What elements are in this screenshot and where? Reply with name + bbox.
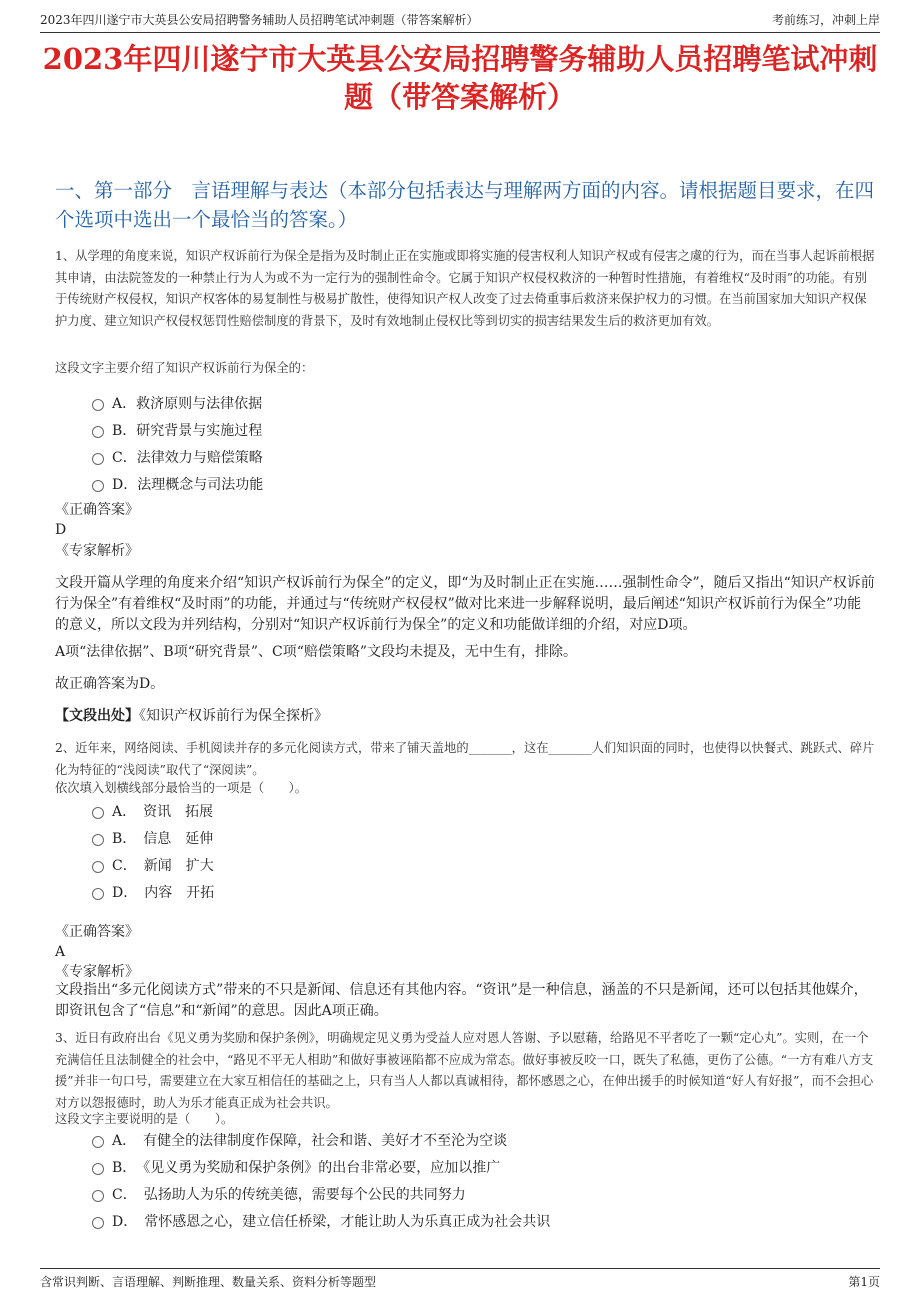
question-2-options (92, 797, 214, 905)
section-heading: 一、第一部分 言语理解与表达（本部分包括表达与理解两方面的内容。请根据题目要求，在四个选项中选出一个最恰当的答案。） (55, 179, 875, 231)
option-d[interactable] (92, 1207, 550, 1234)
page-header (40, 11, 880, 33)
analysis-paragraph-2: A项“法律依据”、B项“研究背景”、C项“赔偿策略”文段均未提及，无中生有，排除。 (55, 644, 578, 660)
option-d[interactable] (92, 470, 263, 497)
option-label: C． 弘扬助人为乐的传统美德，需要每个公民的共同努力 (112, 1186, 466, 1203)
radio-icon[interactable] (92, 807, 104, 819)
analysis-paragraph-3: 故正确答案为D。 (55, 676, 165, 692)
answer-value: D (55, 522, 67, 538)
radio-icon[interactable] (92, 834, 104, 846)
question-2-prompt: 依次填入划横线部分最恰当的一项是（ ）。 (55, 781, 308, 795)
question-3-stem: 3、近日有政府出台《见义勇为奖励和保护条例》，明确规定见义勇为受益人应对恩人答谢、予以慰藉，给路见不平者吃了一颗“定心丸”。实则，在一个充满信任且法制健全的社会中，“路见不平无人相助”和做好事被诬陷都不应成为常态。做好事被反咬一口，既失了私德，更伤了公德。“一方有难八方支援”并非一句口号，需要建立在大家互相信任的基础之上，只有当人人都以真诚相待，都怀感恩之心，在伸出援手的时候知道“好人有好报”，而不会担心对方以怨报德时，助人为乐才能真正成为社会共识。 (55, 1031, 874, 1110)
radio-icon[interactable] (92, 1190, 104, 1202)
analysis-paragraph: 文段指出“多元化阅读方式”带来的不只是新闻、信息还有其他内容。“资讯”是一种信息，涵盖的不只是新闻，还可以包括其他媒介，即资讯包含了“信息”和“新闻”的意思。因此A项正确。 (55, 982, 868, 1019)
radio-icon[interactable] (92, 426, 104, 438)
question-3-options (92, 1126, 550, 1234)
source-line (55, 706, 875, 727)
question-2-stem: 2、近年来，网络阅读、手机阅读并存的多元化阅读方式，带来了铺天盖地的_______，这在_______人们知识面的同时，也使得以快餐式、跳跃式、碎片化为特征的“浅阅读”取代了“深阅读”。 (55, 741, 875, 777)
page-number: 第1页 (848, 1275, 880, 1289)
radio-icon[interactable] (92, 1163, 104, 1175)
radio-icon[interactable] (92, 399, 104, 411)
header-slogan: 考前练习，冲刺上岸 (771, 13, 880, 27)
radio-icon[interactable] (92, 453, 104, 465)
option-label: D． 常怀感恩之心，建立信任桥梁，才能让助人为乐真正成为社会共识 (112, 1213, 551, 1230)
option-label: A．救济原则与法律依据 (112, 395, 263, 412)
option-label: B． 信息 延伸 (112, 830, 214, 847)
radio-icon[interactable] (92, 1136, 104, 1148)
radio-icon[interactable] (92, 1217, 104, 1229)
option-b[interactable] (92, 416, 263, 443)
question-1-options (92, 389, 263, 497)
analysis-paragraph-1: 文段开篇从学理的角度来介绍“知识产权诉前行为保全”的定义，即“为及时制止正在实施……强制性命令”，随后又指出“知识产权诉前行为保全”有着维权“及时雨”的功能，并通过与“传统财产权侵权”做对比来进一步解释说明，最后阐述“知识产权诉前行为保全”功能的意义，所以文段为并列结构，分别对“知识产权诉前行为保全”的定义和功能做详细的介绍，对应D项。 (55, 575, 875, 633)
source-tag: 【文段出处】 (55, 708, 139, 724)
question-1-prompt: 这段文字主要介绍了知识产权诉前行为保全的： (55, 361, 314, 375)
analysis-label: 《专家解析》 (55, 543, 139, 559)
source-title: 《知识产权诉前行为保全探析》 (139, 708, 328, 724)
answer-label: 《正确答案》 (55, 924, 139, 940)
question-3-prompt: 这段文字主要说明的是（ ）。 (55, 1112, 234, 1126)
option-label: B．研究背景与实施过程 (112, 422, 263, 439)
option-c[interactable] (92, 851, 214, 878)
option-d[interactable] (92, 878, 214, 905)
page-footer (40, 1268, 880, 1290)
document-title: 2023年四川遂宁市大英县公安局招聘警务辅助人员招聘笔试冲刺题（带答案解析） (42, 42, 878, 114)
answer-value: A (55, 944, 66, 960)
option-label: A． 有健全的法律制度作保障，社会和谐、美好才不至沦为空谈 (112, 1132, 508, 1149)
question-1-stem: 1、从学理的角度来说，知识产权诉前行为保全是指为及时制止正在实施或即将实施的侵害权利人知识产权或有侵害之虞的行为，而在当事人起诉前根据其申请，由法院签发的一种禁止行为人为或不为一定行为的强制性命令。它属于知识产权侵权救济的一种暂时性措施，有着维权“及时雨”的功能。有别于传统财产权侵权，知识产权客体的易复制性与极易扩散性，使得知识产权人改变了过去倚重事后救济来保护权力的习惯。在当前国家加大知识产权保护力度、建立知识产权侵权惩罚性赔偿制度的背景下，及时有效地制止侵权比等到切实的损害结果发生后的救济更加有效。 (55, 249, 875, 328)
answer-label: 《正确答案》 (55, 502, 139, 518)
option-b[interactable] (92, 824, 214, 851)
option-a[interactable] (92, 797, 214, 824)
radio-icon[interactable] (92, 480, 104, 492)
radio-icon[interactable] (92, 888, 104, 900)
option-label: D． 内容 开拓 (112, 884, 215, 901)
option-label: B． 《见义勇为奖励和保护条例》的出台非常必要，应加以推广 (112, 1159, 501, 1176)
option-b[interactable] (92, 1153, 550, 1180)
header-doc-title: 2023年四川遂宁市大英县公安局招聘警务辅助人员招聘笔试冲刺题（带答案解析） (40, 13, 479, 27)
option-label: D．法理概念与司法功能 (112, 476, 264, 493)
option-a[interactable] (92, 389, 263, 416)
option-label: C．法律效力与赔偿策略 (112, 449, 263, 466)
option-label: C． 新闻 扩大 (112, 857, 214, 874)
option-c[interactable] (92, 443, 263, 470)
option-c[interactable] (92, 1180, 550, 1207)
option-a[interactable] (92, 1126, 550, 1153)
analysis-label: 《专家解析》 (55, 964, 139, 980)
footer-note: 含常识判断、言语理解、判断推理、数量关系、资料分析等题型 (40, 1275, 377, 1289)
radio-icon[interactable] (92, 861, 104, 873)
option-label: A． 资讯 拓展 (112, 803, 214, 820)
